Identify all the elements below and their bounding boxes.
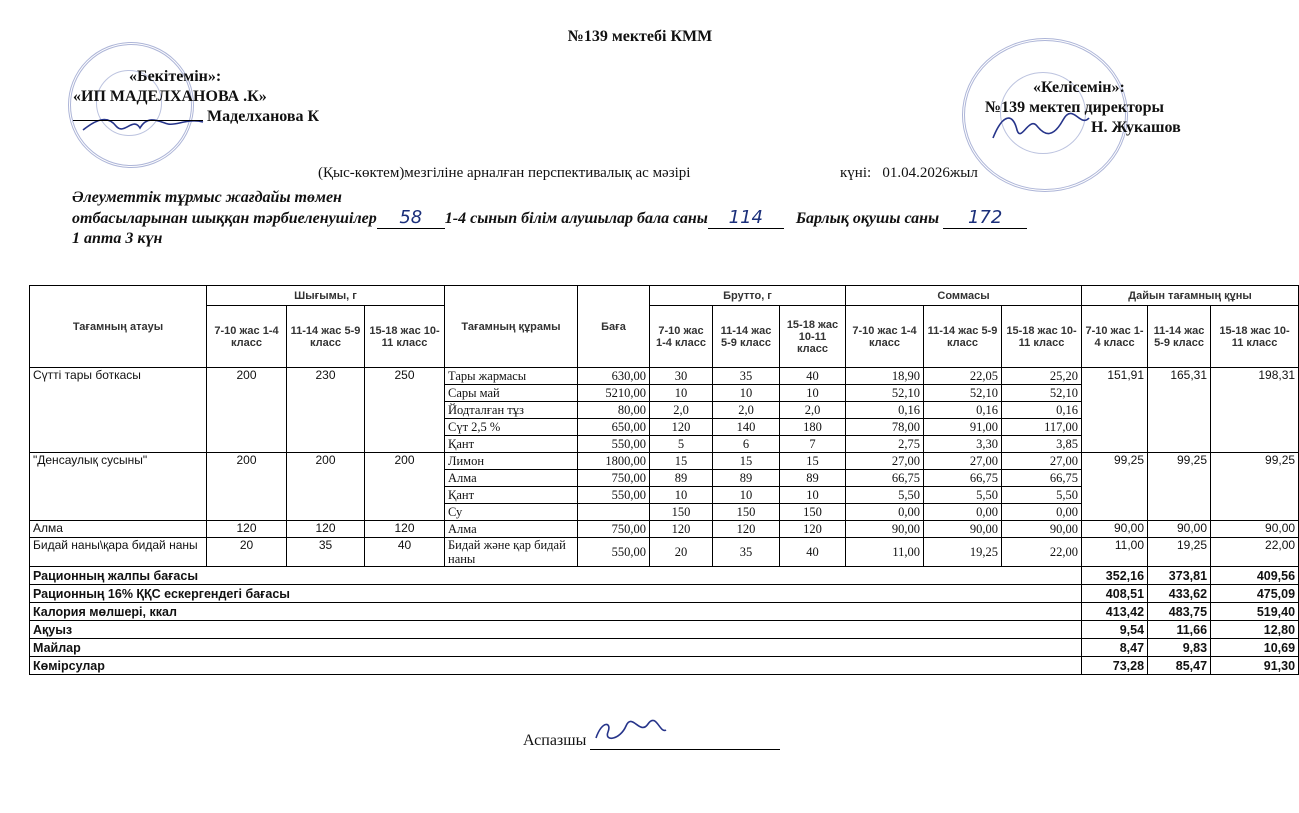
ingredient-price: 750,00 xyxy=(578,470,650,487)
summary-row xyxy=(30,657,1299,675)
info-line2 xyxy=(72,208,1027,229)
ingredient-sum: 0,16 xyxy=(1002,402,1082,419)
table-row xyxy=(30,538,1299,567)
ingredient-brutto: 35 xyxy=(713,368,780,385)
dish-yield: 35 xyxy=(287,538,365,567)
pupils-label: отбасыларынан шыққан тәрбиеленушілер xyxy=(72,210,377,227)
ingredient-sum: 52,10 xyxy=(846,385,924,402)
summary-value: 475,09 xyxy=(1211,585,1299,603)
subheader-sum-7-10: 7-10 жас 1-4 класс xyxy=(846,306,924,368)
ingredient-price: 550,00 xyxy=(578,436,650,453)
summary-value: 9,83 xyxy=(1148,639,1211,657)
ingredient-name: Бидай және қар бидай наны xyxy=(445,538,578,567)
subheader-cost-15-18: 15-18 жас 10-11 класс xyxy=(1211,306,1299,368)
ingredient-sum: 0,00 xyxy=(924,504,1002,521)
ingredient-price: 80,00 xyxy=(578,402,650,419)
summary-value: 12,80 xyxy=(1211,621,1299,639)
ingredient-brutto: 7 xyxy=(780,436,846,453)
ingredient-brutto: 2,0 xyxy=(650,402,713,419)
header-composition: Тағамның құрамы xyxy=(445,286,578,368)
table-row xyxy=(30,521,1299,538)
dish-cost: 198,31 xyxy=(1211,368,1299,453)
subheader-brutto-7-10: 7-10 жас 1-4 класс xyxy=(650,306,713,368)
ingredient-sum: 3,85 xyxy=(1002,436,1082,453)
approve-block xyxy=(73,67,319,127)
header-sum: Соммасы xyxy=(846,286,1082,306)
ingredient-brutto: 10 xyxy=(650,487,713,504)
subheader-yield-11-14: 11-14 жас 5-9 класс xyxy=(287,306,365,368)
grade-label: 1-4 сынып білім алушылар бала саны xyxy=(444,210,708,227)
ingredient-name: Қант xyxy=(445,487,578,504)
summary-value: 11,66 xyxy=(1148,621,1211,639)
info-block xyxy=(72,188,1027,249)
ingredient-brutto: 10 xyxy=(780,487,846,504)
summary-value: 8,47 xyxy=(1082,639,1148,657)
dish-name: Алма xyxy=(30,521,207,538)
dish-cost: 99,25 xyxy=(1148,453,1211,521)
summary-row xyxy=(30,567,1299,585)
dish-name: Бидай наны\қара бидай наны xyxy=(30,538,207,567)
table-row xyxy=(30,368,1299,385)
table-row xyxy=(30,453,1299,470)
ingredient-brutto: 35 xyxy=(713,538,780,567)
ingredient-sum: 66,75 xyxy=(924,470,1002,487)
ingredient-sum: 11,00 xyxy=(846,538,924,567)
date-value: 01.04.2026жыл xyxy=(882,165,978,181)
ingredient-sum: 5,50 xyxy=(846,487,924,504)
agree-position: №139 мектеп директоры xyxy=(985,99,1165,116)
ingredient-name: Алма xyxy=(445,470,578,487)
ingredient-sum: 90,00 xyxy=(924,521,1002,538)
summary-row xyxy=(30,621,1299,639)
dish-cost: 90,00 xyxy=(1082,521,1148,538)
dish-cost: 99,25 xyxy=(1211,453,1299,521)
ingredient-price: 750,00 xyxy=(578,521,650,538)
ingredient-sum: 0,16 xyxy=(924,402,1002,419)
summary-value: 413,42 xyxy=(1082,603,1148,621)
grade-count: 114 xyxy=(708,208,784,229)
ingredient-brutto: 150 xyxy=(780,504,846,521)
summary-row xyxy=(30,639,1299,657)
summary-label: Рационның 16% ҚҚС ескергендегі бағасы xyxy=(30,585,1082,603)
header-cost: Дайын тағамның құны xyxy=(1082,286,1299,306)
ingredient-price: 550,00 xyxy=(578,538,650,567)
dish-cost: 19,25 xyxy=(1148,538,1211,567)
dish-yield: 200 xyxy=(207,453,287,521)
dish-cost: 90,00 xyxy=(1148,521,1211,538)
dish-yield: 120 xyxy=(287,521,365,538)
approve-org: «ИП МАДЕЛХАНОВА .К» xyxy=(73,88,267,105)
menu-table xyxy=(29,285,1299,675)
ingredient-name: Сүт 2,5 % xyxy=(445,419,578,436)
dish-cost: 151,91 xyxy=(1082,368,1148,453)
header-price: Баға xyxy=(578,286,650,368)
ingredient-sum: 0,00 xyxy=(1002,504,1082,521)
ingredient-name: Сары май xyxy=(445,385,578,402)
ingredient-name: Қант xyxy=(445,436,578,453)
ingredient-price: 1800,00 xyxy=(578,453,650,470)
dish-yield: 40 xyxy=(365,538,445,567)
subheader-cost-7-10: 7-10 жас 1-4 класс xyxy=(1082,306,1148,368)
dish-cost: 11,00 xyxy=(1082,538,1148,567)
ingredient-name: Тары жармасы xyxy=(445,368,578,385)
summary-value: 373,81 xyxy=(1148,567,1211,585)
dish-name: Сүтті тары боткасы xyxy=(30,368,207,453)
total-count: 172 xyxy=(943,208,1027,229)
ingredient-price: 650,00 xyxy=(578,419,650,436)
header-dish: Тағамның атауы xyxy=(30,286,207,368)
ingredient-sum: 90,00 xyxy=(1002,521,1082,538)
ingredient-brutto: 120 xyxy=(780,521,846,538)
week-label: 1 апта 3 күн xyxy=(72,230,163,247)
ingredient-sum: 22,00 xyxy=(1002,538,1082,567)
agree-block xyxy=(985,78,1181,138)
total-label: Барлық оқушы саны xyxy=(795,210,940,227)
dish-yield: 200 xyxy=(365,453,445,521)
ingredient-sum: 5,50 xyxy=(1002,487,1082,504)
summary-row xyxy=(30,603,1299,621)
summary-value: 352,16 xyxy=(1082,567,1148,585)
subheader-cost-11-14: 11-14 жас 5-9 класс xyxy=(1148,306,1211,368)
ingredient-sum: 66,75 xyxy=(1002,470,1082,487)
summary-value: 10,69 xyxy=(1211,639,1299,657)
ingredient-sum: 52,10 xyxy=(1002,385,1082,402)
pupils-count: 58 xyxy=(377,208,445,229)
ingredient-sum: 66,75 xyxy=(846,470,924,487)
summary-value: 91,30 xyxy=(1211,657,1299,675)
ingredient-brutto: 89 xyxy=(650,470,713,487)
cook-block xyxy=(523,718,780,750)
dish-yield: 120 xyxy=(365,521,445,538)
menu-date xyxy=(840,165,978,182)
date-label: күні: xyxy=(840,165,872,181)
approve-label: «Бекітемін»: xyxy=(129,68,222,85)
ingredient-sum: 19,25 xyxy=(924,538,1002,567)
dish-yield: 230 xyxy=(287,368,365,453)
summary-value: 408,51 xyxy=(1082,585,1148,603)
subheader-sum-11-14: 11-14 жас 5-9 класс xyxy=(924,306,1002,368)
ingredient-name: Су xyxy=(445,504,578,521)
ingredient-price xyxy=(578,504,650,521)
dish-cost: 90,00 xyxy=(1211,521,1299,538)
ingredient-brutto: 15 xyxy=(713,453,780,470)
subheader-brutto-15-18: 15-18 жас 10-11 класс xyxy=(780,306,846,368)
approve-signature-line xyxy=(73,107,319,127)
dish-yield: 250 xyxy=(365,368,445,453)
ingredient-brutto: 6 xyxy=(713,436,780,453)
agree-label: «Келісемін»: xyxy=(1033,79,1125,96)
ingredient-brutto: 140 xyxy=(713,419,780,436)
ingredient-brutto: 20 xyxy=(650,538,713,567)
summary-value: 409,56 xyxy=(1211,567,1299,585)
ingredient-brutto: 10 xyxy=(713,385,780,402)
info-line1: Әлеуметтік тұрмыс жағдайы төмен xyxy=(72,189,342,206)
ingredient-sum: 22,05 xyxy=(924,368,1002,385)
ingredient-sum: 5,50 xyxy=(924,487,1002,504)
menu-body xyxy=(30,368,1299,675)
ingredient-brutto: 180 xyxy=(780,419,846,436)
subheader-brutto-11-14: 11-14 жас 5-9 класс xyxy=(713,306,780,368)
summary-value: 483,75 xyxy=(1148,603,1211,621)
ingredient-brutto: 120 xyxy=(650,419,713,436)
ingredient-brutto: 2,0 xyxy=(780,402,846,419)
dish-cost: 22,00 xyxy=(1211,538,1299,567)
ingredient-brutto: 15 xyxy=(780,453,846,470)
ingredient-brutto: 40 xyxy=(780,538,846,567)
ingredient-brutto: 89 xyxy=(780,470,846,487)
ingredient-price: 5210,00 xyxy=(578,385,650,402)
ingredient-brutto: 10 xyxy=(650,385,713,402)
ingredient-brutto: 89 xyxy=(713,470,780,487)
ingredient-brutto: 2,0 xyxy=(713,402,780,419)
summary-label: Ақуыз xyxy=(30,621,1082,639)
approve-name: Маделханова К xyxy=(207,108,320,125)
summary-value: 85,47 xyxy=(1148,657,1211,675)
ingredient-sum: 2,75 xyxy=(846,436,924,453)
ingredient-price: 630,00 xyxy=(578,368,650,385)
header-brutto: Брутто, г xyxy=(650,286,846,306)
ingredient-sum: 25,20 xyxy=(1002,368,1082,385)
ingredient-sum: 90,00 xyxy=(846,521,924,538)
summary-label: Көмірсулар xyxy=(30,657,1082,675)
ingredient-brutto: 30 xyxy=(650,368,713,385)
ingredient-brutto: 15 xyxy=(650,453,713,470)
ingredient-sum: 27,00 xyxy=(924,453,1002,470)
ingredient-brutto: 120 xyxy=(650,521,713,538)
ingredient-sum: 27,00 xyxy=(1002,453,1082,470)
dish-cost: 165,31 xyxy=(1148,368,1211,453)
ingredient-sum: 78,00 xyxy=(846,419,924,436)
summary-value: 9,54 xyxy=(1082,621,1148,639)
ingredient-brutto: 10 xyxy=(713,487,780,504)
ingredient-name: Лимон xyxy=(445,453,578,470)
ingredient-sum: 52,10 xyxy=(924,385,1002,402)
dish-name: "Денсаулық сусыны" xyxy=(30,453,207,521)
dish-cost: 99,25 xyxy=(1082,453,1148,521)
ingredient-name: Йодталған тұз xyxy=(445,402,578,419)
ingredient-sum: 18,90 xyxy=(846,368,924,385)
header-yield: Шығымы, г xyxy=(207,286,445,306)
ingredient-brutto: 150 xyxy=(650,504,713,521)
ingredient-sum: 3,30 xyxy=(924,436,1002,453)
summary-value: 73,28 xyxy=(1082,657,1148,675)
dish-yield: 20 xyxy=(207,538,287,567)
dish-yield: 200 xyxy=(287,453,365,521)
subheader-yield-7-10: 7-10 жас 1-4 класс xyxy=(207,306,287,368)
summary-label: Калория мөлшері, ккал xyxy=(30,603,1082,621)
ingredient-sum: 0,16 xyxy=(846,402,924,419)
ingredient-sum: 91,00 xyxy=(924,419,1002,436)
ingredient-sum: 0,00 xyxy=(846,504,924,521)
summary-label: Майлар xyxy=(30,639,1082,657)
cook-signature-line xyxy=(590,718,780,750)
agree-name: Н. Жукашов xyxy=(1091,119,1181,136)
ingredient-brutto: 40 xyxy=(780,368,846,385)
ingredient-price: 550,00 xyxy=(578,487,650,504)
dish-yield: 120 xyxy=(207,521,287,538)
ingredient-brutto: 10 xyxy=(780,385,846,402)
summary-label: Рационның жалпы бағасы xyxy=(30,567,1082,585)
ingredient-brutto: 5 xyxy=(650,436,713,453)
summary-value: 519,40 xyxy=(1211,603,1299,621)
cook-signature xyxy=(590,718,670,744)
ingredient-name: Алма xyxy=(445,521,578,538)
dish-yield: 200 xyxy=(207,368,287,453)
summary-value: 433,62 xyxy=(1148,585,1211,603)
ingredient-brutto: 120 xyxy=(713,521,780,538)
cook-label: Аспазшы xyxy=(523,732,587,749)
ingredient-brutto: 150 xyxy=(713,504,780,521)
ingredient-sum: 27,00 xyxy=(846,453,924,470)
subheader-sum-15-18: 15-18 жас 10-11 класс xyxy=(1002,306,1082,368)
school-title: №139 мектебі КММ xyxy=(567,28,713,45)
ingredient-sum: 117,00 xyxy=(1002,419,1082,436)
menu-title: (Қыс-көктем)мезгіліне арналған перспективалық ас мәзірі xyxy=(318,165,691,181)
summary-row xyxy=(30,585,1299,603)
subheader-yield-15-18: 15-18 жас 10-11 класс xyxy=(365,306,445,368)
